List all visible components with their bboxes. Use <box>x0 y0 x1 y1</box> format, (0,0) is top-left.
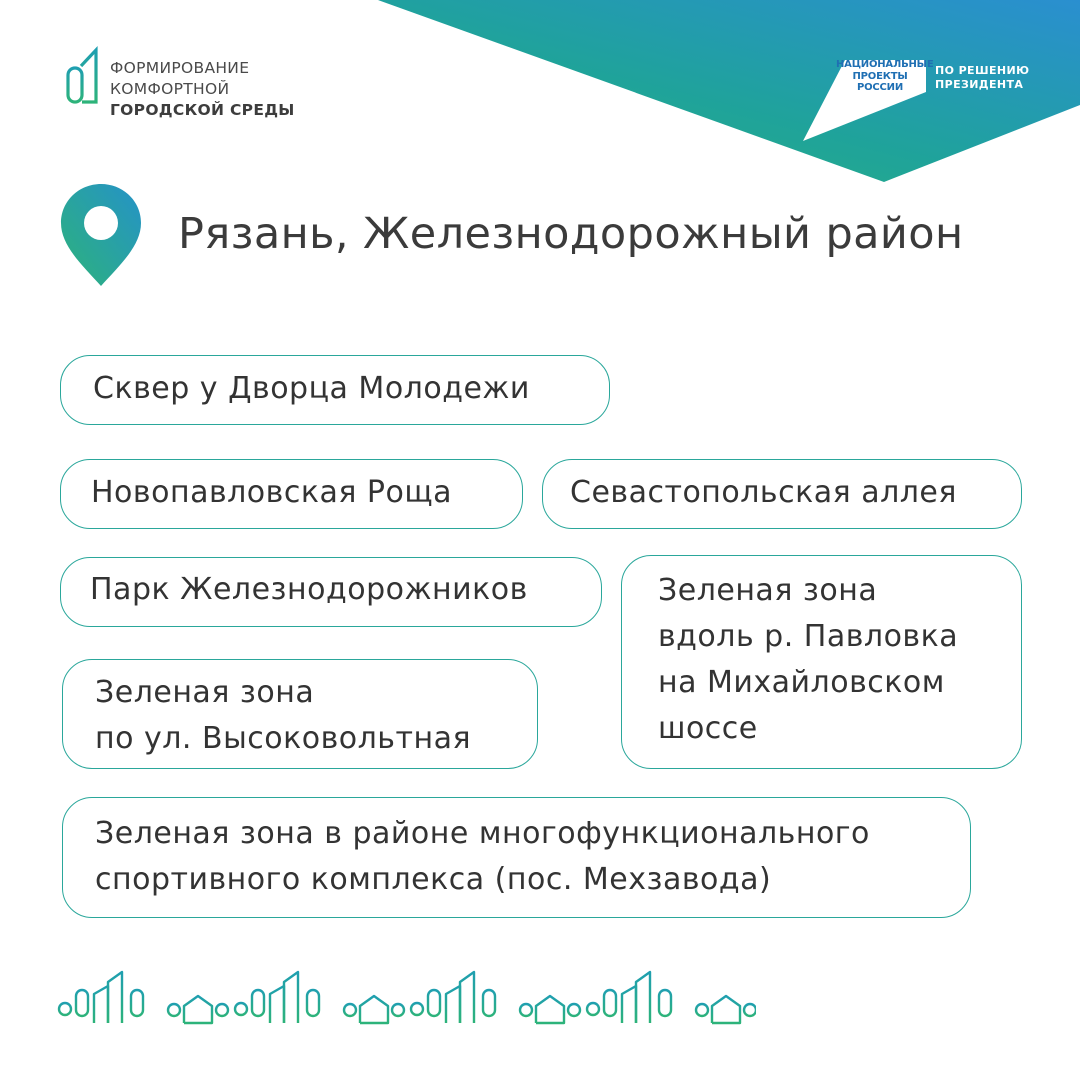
place-label: Новопавловская Роща <box>91 475 453 510</box>
logo-line-2: КОМФОРТНОЙ <box>110 80 230 98</box>
logo-text <box>110 58 295 121</box>
place-pill-pavlovka-river-green-zone <box>621 555 1022 769</box>
place-pill-railway-workers-park <box>60 557 602 627</box>
place-pill-vysokovoltnaya-green-zone <box>62 659 538 769</box>
place-label-line-2: спортивного комплекса (пос. Мехзавода) <box>95 862 772 897</box>
national-projects-text <box>836 59 934 94</box>
place-label-line-1: Зеленая зона <box>95 675 315 710</box>
logo-line-3: ГОРОДСКОЙ СРЕДЫ <box>110 101 295 119</box>
map-pin-icon <box>58 180 144 288</box>
place-label-line-1: Зеленая зона в районе многофункционального <box>95 816 870 851</box>
place-pill-youth-palace-square <box>60 355 610 425</box>
place-label: Сквер у Дворца Молодежи <box>93 371 530 406</box>
location-title: Рязань, Железнодорожный район <box>178 209 964 259</box>
comfortable-city-logo-icon <box>58 40 102 120</box>
place-label-line-2: по ул. Высоковольтная <box>95 721 472 756</box>
place-pill-sevastopol-alley <box>542 459 1022 529</box>
logo-line-1: ФОРМИРОВАНИЕ <box>110 59 250 77</box>
place-label: Парк Железнодорожников <box>90 572 528 607</box>
president-decision-text <box>935 64 1029 92</box>
place-pill-sports-complex-green-zone <box>62 797 971 918</box>
place-label-line-3: на Михайловском <box>658 665 945 700</box>
place-label-line-2: вдоль р. Павловка <box>658 619 959 654</box>
np-line-1: НАЦИОНАЛЬНЫЕ <box>836 59 934 70</box>
decision-line-1: ПО РЕШЕНИЮ <box>935 64 1030 77</box>
place-label: Севастопольская аллея <box>570 475 957 510</box>
np-line-3: РОССИИ <box>856 82 904 93</box>
np-line-2: ПРОЕКТЫ <box>852 70 908 82</box>
city-skyline-icon <box>56 968 756 1028</box>
place-label-line-4: шоссе <box>658 711 758 746</box>
place-label-line-1: Зеленая зона <box>658 573 878 608</box>
decision-line-2: ПРЕЗИДЕНТА <box>935 78 1024 91</box>
place-pill-novopavlovskaya-grove <box>60 459 523 529</box>
